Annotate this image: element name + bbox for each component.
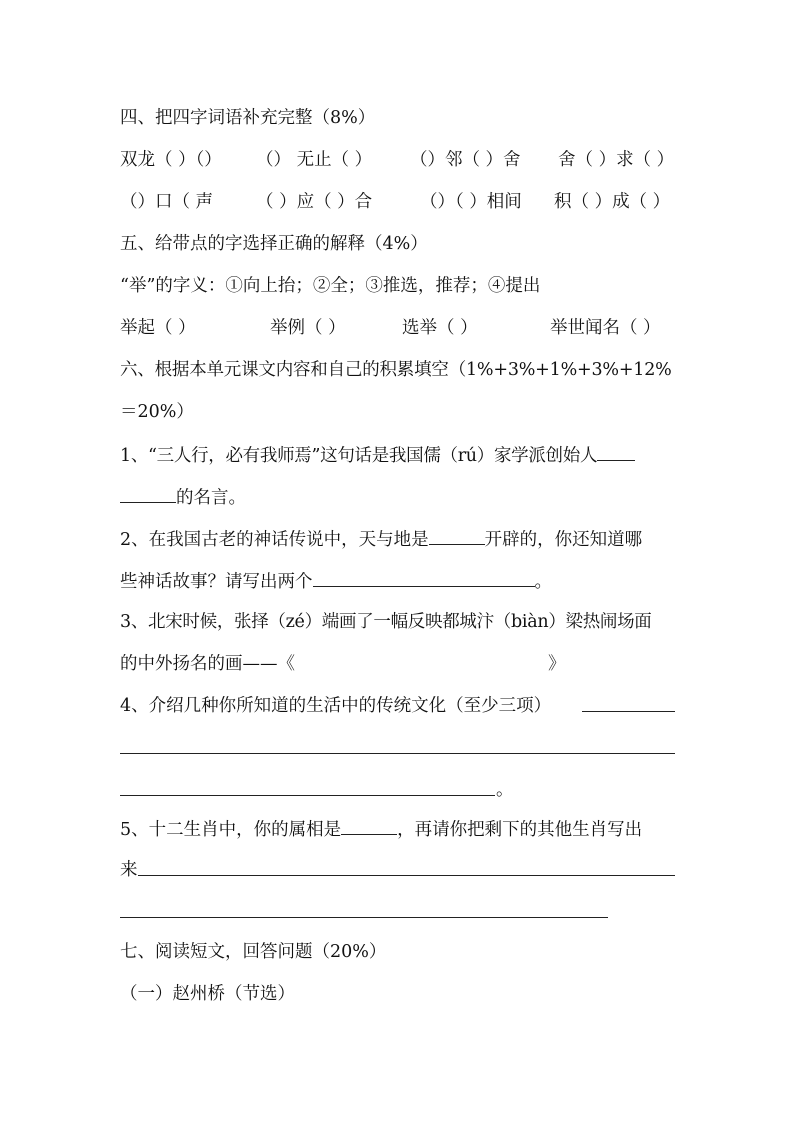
word-4: 举世闻名（ ）: [550, 318, 661, 338]
section-6-title: [120, 358, 675, 382]
question-5-prompt: 来: [120, 860, 138, 880]
idiom-1: 双龙（ ）（）: [120, 150, 222, 170]
idiom-2: （） 无止（ ）: [256, 150, 373, 170]
meaning-text: “举”的字义：①向上抬；②全；③推选，推荐；④提出: [120, 276, 541, 296]
idiom-7: （）（ ）相间: [420, 192, 522, 212]
section-7-title-text: 七、阅读短文，回答问题（20%）: [120, 942, 387, 962]
question-2-text: 2、在我国古老的神话传说中，天与地是: [120, 530, 429, 550]
answer-blank-2b[interactable]: [313, 568, 535, 587]
question-5-text: 5、十二生肖中，你的属相是: [120, 820, 342, 840]
reading-passage-title: （一）赵州桥（节选）: [120, 984, 295, 1004]
word-2: 举例（ ）: [270, 318, 346, 338]
idiom-8: 积（ ）成（ ）: [554, 192, 671, 212]
word-1: 举起（ ）: [120, 318, 196, 338]
question-5: [120, 816, 675, 842]
question-4-text: 4、介绍几种你所知道的生活中的传统文化（至少三项）: [120, 696, 552, 716]
word-3: 选举（ ）: [402, 318, 478, 338]
question-1-end: 的名言。: [176, 488, 246, 508]
answer-line-5c[interactable]: [120, 917, 608, 918]
question-5-cont: [120, 858, 675, 882]
section-7-title: [120, 940, 675, 964]
question-3-text: 3、北宋时候，张择（zé）端画了一幅反映都城汴（biàn）梁热闹场面: [120, 612, 652, 632]
question-4-end: [496, 778, 675, 802]
question-2-period: 。: [534, 572, 552, 592]
answer-blank-1a[interactable]: [597, 442, 635, 461]
answer-line-4c[interactable]: [120, 795, 495, 796]
idiom-3: （）邻（ ）舍: [410, 150, 521, 170]
idiom-4: 舍（ ）求（ ）: [558, 150, 675, 170]
section-5-meaning: [120, 274, 675, 298]
answer-line-4a[interactable]: [582, 711, 675, 712]
question-4-period: 。: [496, 780, 514, 800]
question-3: [120, 610, 693, 634]
section-6-title-line-1: 六、根据本单元课文内容和自己的积累填空（1%+3%+1%+3%+12%: [120, 360, 672, 380]
answer-line-5b[interactable]: [138, 875, 675, 876]
section-4-title: [120, 106, 675, 130]
answer-blank-5a[interactable]: [341, 816, 397, 835]
question-2-mid: 开辟的，你还知道哪: [484, 530, 643, 550]
question-2-cont: [120, 568, 675, 594]
question-1-cont: [120, 484, 675, 510]
question-3-prompt: 的中外扬名的画——《: [120, 654, 295, 674]
section-6-title-line-2: ＝20%）: [120, 402, 194, 422]
section-5-title-text: 五、给带点的字选择正确的解释（4%）: [120, 234, 428, 254]
section-4-title-text: 四、把四字词语补充完整（8%）: [120, 108, 376, 128]
section-7-subtitle: [120, 982, 675, 1006]
question-1: [120, 442, 693, 468]
section-5-title: [120, 232, 675, 256]
answer-blank-1b[interactable]: [120, 484, 176, 503]
question-5-mid: ，再请你把剩下的其他生肖写出: [397, 820, 643, 840]
question-2-prompt: 些神话故事？请写出两个: [120, 572, 313, 592]
idiom-5: （）口（ 声: [120, 192, 214, 212]
section-6-title-cont: [120, 400, 675, 424]
question-4: [120, 694, 675, 718]
answer-blank-2a[interactable]: [429, 526, 485, 545]
answer-line-4b[interactable]: [120, 753, 675, 754]
question-2: [120, 526, 675, 552]
question-1-text: 1、“三人行，必有我师焉”这句话是我国儒（rú）家学派创始人: [120, 446, 598, 466]
question-3-close-bracket: 》: [548, 654, 566, 674]
idiom-6: （ ）应（ ）合: [256, 192, 373, 212]
